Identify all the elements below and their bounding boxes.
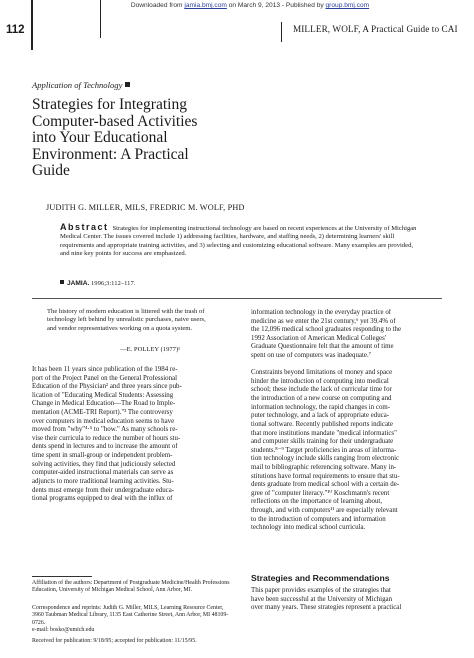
epigraph: The history of modern education is littered with the trash of technology left behind by unrealistic purchases, naive users, and vendor representatives working on a quota system.	[47, 308, 206, 332]
authors: JUDITH G. MILLER, MILS, FREDRIC M. WOLF, PHD	[46, 203, 245, 212]
text-line: 1992 Association of American Medical Colleges'	[251, 334, 387, 342]
text-line: through, and with computers¹¹ are especially relevant	[251, 507, 398, 515]
text-line: tional software. Recently published reports indicate	[251, 420, 393, 428]
strategies-body	[251, 587, 449, 613]
text-line: and computer skills training for their undergraduate	[251, 438, 394, 446]
text-line: tional programs equipped to deal with the influx of	[32, 495, 173, 503]
source-link[interactable]: jamia.bmj.com	[184, 2, 227, 9]
text-line: stitutions have formal requirements to ensure that stu-	[251, 472, 400, 480]
footnote-rule	[32, 576, 92, 577]
running-head: MILLER, WOLF, A Practical Guide to CAI	[293, 24, 458, 34]
text-line: dents spend in lectures and to increase the amount of	[32, 443, 178, 451]
text-line: the introduction of a new course on computing and	[251, 395, 392, 403]
text-line: mail to bibliographic referencing software. Many in-	[251, 463, 397, 471]
text-line: over computers in medical education seems to have	[32, 417, 175, 425]
text-line: solving activities, they find that judiciously selected	[32, 460, 176, 468]
text-line: Change in Medical Education—The Road to Imple-	[32, 400, 176, 408]
text-line: Graduate Questionnaire felt that the amount of time	[251, 343, 394, 351]
text-line: have been successful at the University of Michigan	[251, 595, 393, 603]
correspondence-note: Correspondence and reprints: Judith G. Miller, MILS, Learning Resource Center, 3960 Taubman Medical Library, 1135 East Catherine Street, Ann Arbor, MI 48109-0726.	[32, 605, 229, 626]
text-line: information technology in the everyday practice of	[251, 309, 392, 316]
square-bullet-icon	[60, 280, 64, 284]
page-number: 112	[6, 24, 25, 36]
epigraph-attribution: —E. POLLEY (1977)¹	[120, 346, 181, 353]
text-line: time spent in small-group or independent problem-	[32, 452, 173, 460]
text-line: tion technology include skills ranging from electronic	[251, 455, 400, 463]
right-column-body	[251, 309, 449, 533]
text-line: students.⁸⁻⁹ Target proficiencies in areas of informa-	[251, 446, 397, 454]
text-line: that more institutions mandate "medical informatics"	[251, 429, 397, 437]
text-line: spent on use of computers was inadequate.⁷	[251, 352, 372, 360]
text-line: gree of "computer literacy."¹⁰ Koschmann's recent	[251, 489, 390, 497]
abstract-label: Abstract	[60, 222, 109, 232]
text-line: lication of "Educating Medical Students: Assessing	[32, 391, 174, 399]
section-heading: Strategies and Recommendations	[251, 573, 390, 583]
text-line: This paper provides examples of the strategies that	[251, 587, 391, 594]
text-line: puter technology, and a lack of appropriate educa-	[251, 412, 390, 420]
publisher-link[interactable]: group.bmj.com	[325, 2, 370, 9]
affiliation-note: Affiliation of the authors: Department of Postgraduate Medicine/Health Professions Education, University of Michigan Medical School, Ann Arbor, MI.	[32, 580, 230, 594]
article-title: Strategies for Integrating Computer-based Activities into Your Educational Environment: A Practical Guide	[32, 96, 198, 179]
text-line: school; these include the lack of curricular time for	[251, 386, 392, 394]
text-line: to the introduction of computers and information	[251, 515, 386, 523]
abstract-text: Strategies for implementing instructional technology are based on recent experiences at the University of Michigan Medical Center. The issues covered include 1) addressing facilities, hardware, and staffing needs, 2) determining learners' skill requirements and appropriate training activities, and 3) selecting and customizing educational software. Many examples are provided, and nine key points for success are emphasized.	[60, 225, 417, 257]
square-bullet-icon	[125, 82, 130, 87]
text-line: Education of the Physician² and three years since pub-	[32, 383, 182, 391]
text-line: computer-aided instructional materials can serve as	[32, 469, 174, 477]
text-line: hinder the introduction of computing into medical	[251, 377, 389, 385]
text-line: the 12,096 medical school graduates responding to the	[251, 326, 402, 334]
citation: JAMIA. 1996;3:112–117.	[60, 280, 135, 287]
text-line: technology into medical school curricula.	[251, 524, 366, 532]
text-line: over many years. These strategies represent a practical	[251, 604, 402, 612]
text-line: mentation (ACME-TRI Report)."³ The controversy	[32, 409, 173, 417]
text-line: dents must emerge from their undergraduate educa-	[32, 486, 175, 494]
left-column-body	[32, 366, 230, 504]
download-notice: Downloaded from jamia.bmj.com on March 9, 2013 - Published by group.bmj.com	[130, 2, 370, 9]
paragraph-gap	[251, 361, 449, 370]
text-line: port of the Project Panel on the General Professional	[32, 374, 178, 382]
text-line: It has been 11 years since publication of the 1984 re-	[32, 366, 178, 373]
text-line: reflections on the importance of learning about,	[251, 498, 383, 506]
text-line: dents graduate from medical school with a certain de-	[251, 481, 400, 489]
text-line: information technology, the rapid changes in com-	[251, 403, 391, 411]
text-line: Constraints beyond limitations of money and space	[251, 369, 393, 377]
text-line: vise their curricula to reduce the number of hours stu-	[32, 434, 181, 442]
abstract	[60, 223, 420, 258]
header-rule	[281, 22, 282, 42]
text-line: adjuncts to more traditional learning activities. Stu-	[32, 477, 174, 485]
received-note: Received for publication: 9/18/95; accepted for publication: 11/15/95.	[32, 638, 197, 644]
divider	[32, 298, 442, 299]
header-rule	[31, 0, 33, 50]
email-note: e-mail: bosko@umich.edu	[32, 627, 95, 633]
header-rule	[100, 0, 101, 38]
text-line: moved from "why"⁴·⁵ to "how." As many schools re-	[32, 426, 178, 434]
section-label: Application of Technology	[32, 80, 130, 90]
text-line: medicine as we enter the 21st century,⁶ yet 39.4% of	[251, 317, 396, 325]
